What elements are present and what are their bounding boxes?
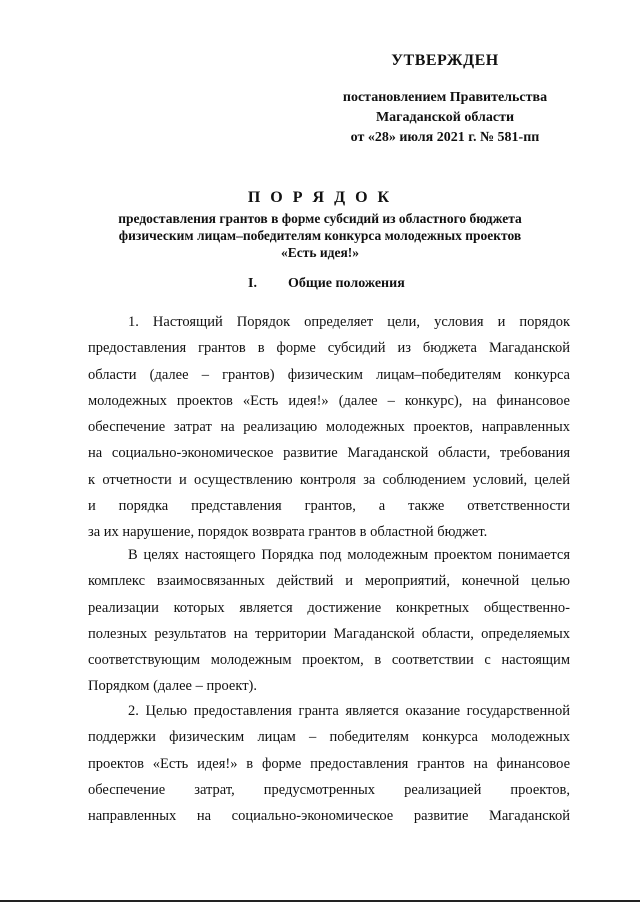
paragraph-line: комплекс взаимосвязанных действий и мероприятий, конечной целью	[88, 573, 570, 590]
paragraph-line: полезных результатов на территории Магаданской области, определяемых	[88, 625, 570, 642]
paragraph-line: направленных на социально-экономическое развитие Магаданской	[88, 808, 570, 825]
approval-line-2: Магаданской области	[375, 110, 515, 125]
paragraph-line: Порядком (далее – проект).	[88, 678, 257, 695]
paragraph-1	[88, 309, 570, 546]
paragraph-line: и порядка представления грантов, а также ответственности	[88, 498, 570, 515]
section-name: Общие положения	[288, 276, 405, 291]
paragraph-line: 1. Настоящий Порядок определяет цели, условия и порядок	[128, 314, 570, 330]
approval-block	[300, 52, 590, 148]
approval-heading: УТВЕРЖДЕН	[391, 52, 499, 69]
paragraph-line: обеспечение затрат, предусмотренных реализацией проектов,	[88, 781, 570, 798]
approval-line-3: от «28» июля 2021 г. № 581-пп	[350, 130, 540, 145]
paragraph-line: реализации которых является достижение конкретных общественно-	[88, 599, 570, 616]
paragraph-line: В целях настоящего Порядка под молодежным проектом понимается	[128, 547, 570, 563]
paragraph-line: проектов «Есть идея!» в форме предоставления грантов на финансовое	[88, 755, 570, 772]
document-subtitle	[60, 210, 580, 261]
paragraph-2	[88, 542, 570, 700]
paragraph-line: молодежных проектов «Есть идея!» (далее – конкурс), на финансовое	[88, 392, 570, 409]
paragraph-line: предоставления грантов в форме субсидий из бюджета Магаданской	[88, 340, 570, 357]
approval-line-1: постановлением Правительства	[342, 90, 548, 105]
subtitle-line-1: предоставления грантов в форме субсидий из областного бюджета	[118, 211, 522, 226]
paragraph-line: поддержки физическим лицам – победителям конкурса молодежных	[88, 729, 570, 746]
paragraph-3	[88, 698, 570, 829]
section-number: I.	[248, 276, 257, 291]
subtitle-line-3: «Есть идея!»	[280, 245, 360, 260]
page-bottom-border	[0, 900, 640, 902]
subtitle-line-2: физическим лицам–победителям конкурса молодежных проектов	[118, 228, 522, 243]
paragraph-line: за их нарушение, порядок возврата грантов в областной бюджет.	[88, 524, 488, 541]
paragraph-line: на социально-экономическое развитие Магаданской области, требования	[88, 445, 570, 462]
paragraph-line: соответствующим молодежным проектом, в соответствии с настоящим	[88, 652, 570, 669]
paragraph-line: к отчетности и осуществлению контроля за соблюдением условий, целей	[88, 471, 570, 488]
paragraph-line: обеспечение затрат на реализацию молодежных проектов, направленных	[88, 419, 570, 436]
paragraph-line: области (далее – грантов) физическим лицам–победителям конкурса	[88, 366, 570, 383]
document-title: П О Р Я Д О К	[247, 189, 393, 206]
paragraph-line: 2. Целью предоставления гранта является оказание государственной	[128, 703, 570, 719]
